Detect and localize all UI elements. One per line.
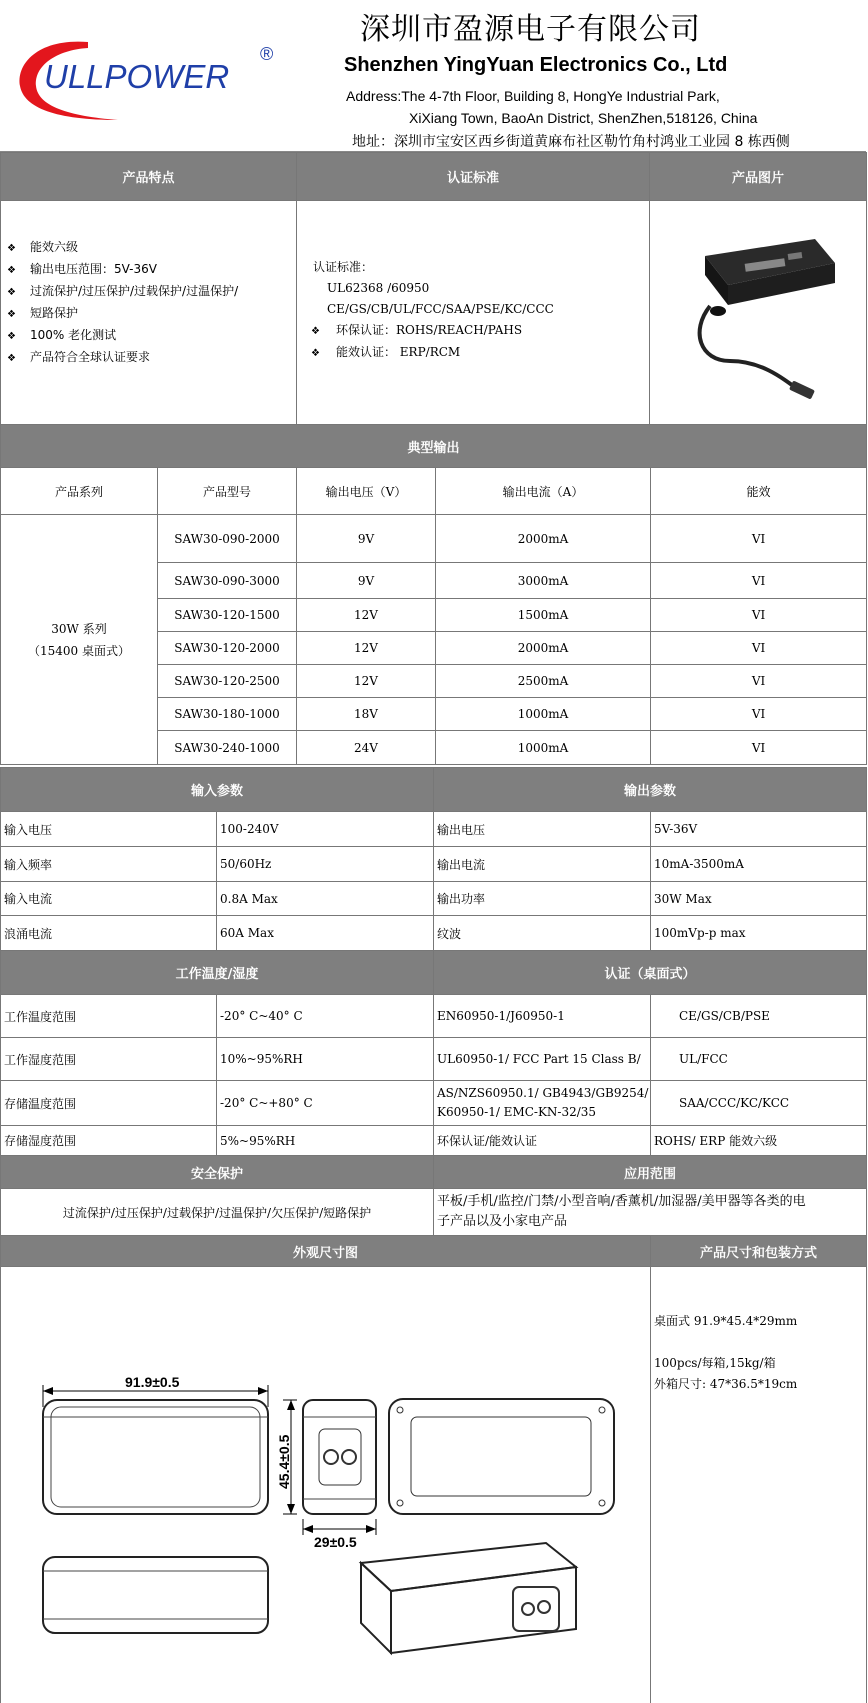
- param-label: 纹波: [434, 916, 651, 951]
- logo-registered-mark: ®: [260, 44, 274, 64]
- cert-line2: CE/GS/CB/UL/FCC/SAA/PSE/KC/CCC: [327, 302, 554, 316]
- dimensions-title: 外观尺寸图: [1, 1236, 651, 1267]
- current-cell: 2000mA: [436, 632, 651, 665]
- cert-env: ❖ 环保认证：ROHS/REACH/PAHS: [313, 320, 649, 342]
- address-cn: 地址：深圳市宝安区西乡街道黄麻布社区勒竹角村鸿业工业园 8 栋西侧: [352, 134, 790, 150]
- carton-size: 外箱尺寸: 47*36.5*19cm: [654, 1377, 798, 1391]
- eff-cell: VI: [651, 563, 867, 599]
- col-series: 产品系列: [1, 468, 158, 515]
- env-value: 5%~95%RH: [217, 1126, 434, 1156]
- col-efficiency: 能效: [651, 468, 867, 515]
- model-cell: SAW30-120-2500: [158, 665, 297, 698]
- cert-title: 认证标准：: [313, 260, 374, 274]
- product-image-cell: [650, 201, 867, 427]
- voltage-cell: 24V: [297, 731, 436, 765]
- temp-title: 工作温度/湿度: [1, 951, 434, 995]
- col-voltage: 输出电压（V）: [297, 468, 436, 515]
- logo-brand-text: ULLPOWER: [44, 58, 230, 95]
- cert-header: 认证标准: [297, 153, 650, 201]
- model-cell: SAW30-180-1000: [158, 698, 297, 731]
- cert-mark: CE/GS/CB/PSE: [651, 995, 867, 1038]
- cert-cell: [297, 201, 650, 427]
- packaging-title: 产品尺寸和包装方式: [651, 1236, 867, 1267]
- feature-item-continued: ❖ 短路保护: [7, 303, 296, 325]
- col-current: 输出电流（A）: [436, 468, 651, 515]
- param-value: 100-240V: [217, 812, 434, 847]
- param-value: 50/60Hz: [217, 847, 434, 882]
- features-table: [0, 152, 867, 427]
- env-label: 存储湿度范围: [1, 1126, 217, 1156]
- input-params-title: 输入参数: [1, 768, 434, 812]
- cert-standard: UL60950-1/ FCC Part 15 Class B/: [434, 1038, 651, 1081]
- eff-cell: VI: [651, 632, 867, 665]
- typical-output-title: 典型输出: [1, 425, 867, 468]
- env-value: -20° C~40° C: [217, 995, 434, 1038]
- application-text: 平板/手机/监控/门禁/小型音响/香薰机/加湿器/美甲器等各类的电 子产品以及小家电产品: [434, 1189, 867, 1236]
- series-type: （15400 桌面式）: [28, 643, 130, 658]
- output-params-title: 输出参数: [434, 768, 867, 812]
- params-table: [0, 767, 867, 951]
- table-row: [1, 515, 867, 563]
- protection-text: 过流保护/过压保护/过载保护/过温保护/欠压保护/短路保护: [1, 1189, 434, 1236]
- cert-eff: ❖ 能效认证： ERP/RCM: [313, 342, 649, 364]
- current-cell: 2000mA: [436, 515, 651, 563]
- height-dimension-label: 45.4±0.5: [276, 1434, 292, 1489]
- feature-item: ❖ 过流保护/过压保护/过载保护/过温保护/: [7, 281, 296, 303]
- address-en-line1: Address:The 4-7th Floor, Building 8, HongYe Industrial Park,: [346, 88, 720, 104]
- table-row: [1, 812, 867, 847]
- voltage-cell: 12V: [297, 632, 436, 665]
- table-row: [1, 847, 867, 882]
- eff-cell: VI: [651, 698, 867, 731]
- safety-app-table: [0, 1155, 867, 1236]
- cert-mark: UL/FCC: [651, 1038, 867, 1081]
- current-cell: 1500mA: [436, 599, 651, 632]
- feature-item: ❖ 产品符合全球认证要求: [7, 347, 296, 369]
- current-cell: 3000mA: [436, 563, 651, 599]
- param-value: 30W Max: [651, 882, 867, 916]
- dimension-drawing-cell: [1, 1267, 651, 1703]
- eff-cell: VI: [651, 515, 867, 563]
- voltage-cell: 18V: [297, 698, 436, 731]
- cert-mark: SAA/CCC/KC/KCC: [651, 1081, 867, 1126]
- application-title: 应用范围: [434, 1156, 867, 1189]
- env-label: 工作湿度范围: [1, 1038, 217, 1081]
- param-value: 100mVp-p max: [651, 916, 867, 951]
- features-cell: [1, 201, 297, 427]
- depth-dimension-label: 29±0.5: [314, 1534, 357, 1550]
- env-label: 存储温度范围: [1, 1081, 217, 1126]
- cert-desktop-title: 认证（桌面式）: [434, 951, 867, 995]
- company-name-cn: 深圳市盈源电子有限公司: [360, 12, 701, 47]
- model-cell: SAW30-120-2000: [158, 632, 297, 665]
- pack-quantity: 100pcs/每箱,15kg/箱: [654, 1356, 776, 1370]
- current-cell: 1000mA: [436, 698, 651, 731]
- table-row: [1, 882, 867, 916]
- typical-output-table: [0, 424, 867, 765]
- features-header: 产品特点: [1, 153, 297, 201]
- model-cell: SAW30-090-3000: [158, 563, 297, 599]
- param-value: 5V-36V: [651, 812, 867, 847]
- param-value: 10mA-3500mA: [651, 847, 867, 882]
- company-name-en: Shenzhen YingYuan Electronics Co., Ltd: [344, 54, 728, 76]
- packaging-cell: [651, 1267, 867, 1703]
- param-label: 输出功率: [434, 882, 651, 916]
- feature-item: ❖ 100% 老化测试: [7, 325, 296, 347]
- param-label: 输入电流: [1, 882, 217, 916]
- env-value: 10%~95%RH: [217, 1038, 434, 1081]
- product-image: [650, 201, 865, 423]
- width-dimension-label: 91.9±0.5: [125, 1374, 180, 1390]
- feature-item: ❖ 输出电压范围：5V-36V: [7, 259, 296, 281]
- dimensions-table: [0, 1235, 867, 1703]
- safety-title: 安全保护: [1, 1156, 434, 1189]
- voltage-cell: 9V: [297, 515, 436, 563]
- letterhead: [0, 0, 866, 152]
- model-cell: SAW30-090-2000: [158, 515, 297, 563]
- model-cell: SAW30-120-1500: [158, 599, 297, 632]
- table-row: [1, 916, 867, 951]
- dimension-drawing: [1, 1267, 649, 1701]
- param-value: 0.8A Max: [217, 882, 434, 916]
- param-label: 浪涌电流: [1, 916, 217, 951]
- env-cert-table: [0, 950, 867, 1156]
- pack-size: 桌面式 91.9*45.4*29mm: [654, 1314, 798, 1328]
- current-cell: 1000mA: [436, 731, 651, 765]
- company-logo: [8, 24, 308, 124]
- col-model: 产品型号: [158, 468, 297, 515]
- eff-cell: VI: [651, 731, 867, 765]
- table-row: [1, 1126, 867, 1156]
- param-label: 输出电压: [434, 812, 651, 847]
- param-value: 60A Max: [217, 916, 434, 951]
- table-row: [1, 1081, 867, 1126]
- env-value: -20° C~+80° C: [217, 1081, 434, 1126]
- model-cell: SAW30-240-1000: [158, 731, 297, 765]
- voltage-cell: 12V: [297, 599, 436, 632]
- table-row: [1, 995, 867, 1038]
- env-label: 工作温度范围: [1, 995, 217, 1038]
- param-label: 输入频率: [1, 847, 217, 882]
- voltage-cell: 12V: [297, 665, 436, 698]
- eff-cell: VI: [651, 665, 867, 698]
- eff-cell: VI: [651, 599, 867, 632]
- cert-mark: ROHS/ ERP 能效六级: [651, 1126, 867, 1156]
- param-label: 输入电压: [1, 812, 217, 847]
- image-header: 产品图片: [650, 153, 867, 201]
- address-en-line2: XiXiang Town, BaoAn District, ShenZhen,518126, China: [409, 110, 758, 126]
- cert-line1: UL62368 /60950: [327, 281, 430, 295]
- current-cell: 2500mA: [436, 665, 651, 698]
- series-name: 30W 系列: [51, 621, 107, 636]
- table-row: [1, 1038, 867, 1081]
- cert-standard: AS/NZS60950.1/ GB4943/GB9254/ K60950-1/ EMC-KN-32/35: [434, 1081, 651, 1126]
- feature-item: ❖ 能效六级: [7, 237, 296, 259]
- cert-standard: 环保认证/能效认证: [434, 1126, 651, 1156]
- voltage-cell: 9V: [297, 563, 436, 599]
- series-cell: [1, 515, 158, 765]
- param-label: 输出电流: [434, 847, 651, 882]
- cert-standard: EN60950-1/J60950-1: [434, 995, 651, 1038]
